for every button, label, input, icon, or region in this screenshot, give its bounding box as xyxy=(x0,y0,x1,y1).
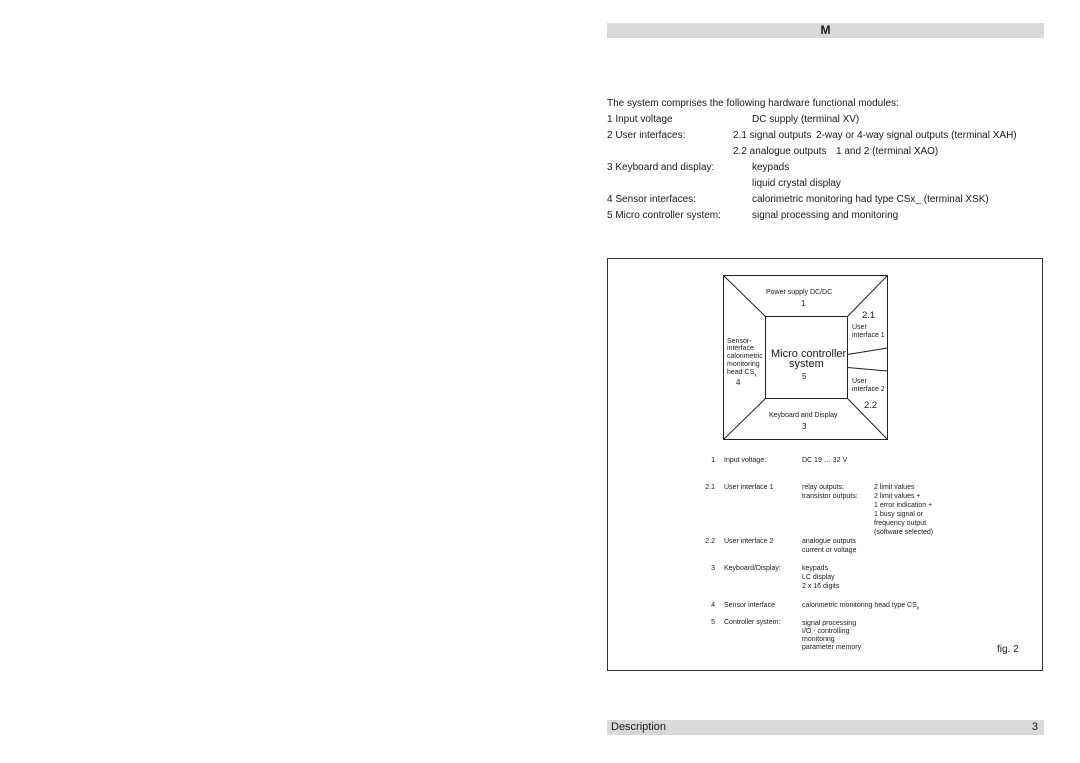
legend-5-label: Controller system: xyxy=(724,619,781,626)
user-interface-1-label-2: interface 1 xyxy=(852,332,885,339)
legend-2-1-line-6: (software selected) xyxy=(874,529,934,536)
micro-controller-label: Micro controller xyxy=(771,348,847,360)
legend-2-2-label: User interface 2 xyxy=(724,538,774,545)
user-interface-2-label: User xyxy=(852,378,867,385)
legend-3-number: 3 xyxy=(711,565,715,572)
user-interface-1-label: User xyxy=(852,324,867,331)
legend-3-line-2: LC display xyxy=(802,574,835,581)
legend-1-value: DC 19 … 32 V xyxy=(802,457,848,464)
section-letter: M xyxy=(820,23,831,37)
legend-1-label: Input voltage: xyxy=(724,457,767,464)
sensor-interface-label-2: interface xyxy=(727,345,754,352)
micro-controller-label-2: system xyxy=(789,358,824,370)
legend-2-1-line-5: frequency output xyxy=(874,520,927,527)
module-5-label: 5 Micro controller system: xyxy=(607,210,721,221)
legend-4-label: Sensor interface xyxy=(724,602,775,609)
module-2-2-sub: 2.2 analogue outputs xyxy=(733,146,827,157)
legend-2-1-line-4: 1 busy signal or xyxy=(874,511,924,518)
legend-5-number: 5 xyxy=(711,619,715,626)
module-4-label: 4 Sensor interfaces: xyxy=(607,194,696,205)
legend-3-line-1: keypads xyxy=(802,565,829,572)
divider-lower xyxy=(848,368,888,372)
power-supply-number: 1 xyxy=(801,299,806,308)
keyboard-display-number: 3 xyxy=(802,422,807,431)
legend-2-2-line-2: current or voltage xyxy=(802,547,857,554)
page-number: 3 xyxy=(1031,721,1038,733)
sensor-interface-label-4: monitoring xyxy=(727,361,760,368)
sensor-interface-number: 4 xyxy=(736,378,741,387)
module-1-value: DC supply (terminal XV) xyxy=(752,114,860,125)
header-bar xyxy=(607,23,1044,38)
legend-2-1-label: User interface 1 xyxy=(724,484,774,491)
legend-2-2-number: 2.2 xyxy=(705,538,715,545)
module-3-value: keypads xyxy=(752,162,790,173)
legend-3-label: Keyboard/Display: xyxy=(724,565,781,572)
footer-section-title: Description xyxy=(611,721,667,733)
module-2-2-value: 1 and 2 (terminal XAO) xyxy=(836,146,939,157)
module-5-value: signal processing and monitoring xyxy=(752,210,899,221)
legend-5-line-1: signal processing xyxy=(802,620,857,627)
legend-2-2-line-1: analogue outputs xyxy=(802,538,856,545)
keyboard-display-label: Keyboard and Display xyxy=(769,412,838,419)
sensor-interface-head-subscript: x xyxy=(754,372,757,379)
diagonal-top-left xyxy=(724,276,766,317)
figure-frame xyxy=(607,258,1043,671)
diagonal-bottom-left xyxy=(724,399,766,440)
module-2-1-value: 2-way or 4-way signal outputs (terminal XAH) xyxy=(816,130,1017,141)
legend-2-1-transistor-value: 2 limit values + xyxy=(874,493,921,500)
intro-text: The system comprises the following hardware functional modules: xyxy=(607,98,899,109)
module-2-label: 2 User interfaces: xyxy=(607,130,686,141)
legend-2-1-number: 2.1 xyxy=(705,484,715,491)
user-interface-2-label-2: interface 2 xyxy=(852,386,885,393)
legend-2-1-transistor: transistor outputs: xyxy=(802,493,858,500)
sensor-interface-head-type: head CS xyxy=(727,369,755,376)
micro-controller-number: 5 xyxy=(802,372,807,381)
sensor-interface-label-3: calorimetric xyxy=(727,353,763,360)
power-supply-label: Power supply DC/DC xyxy=(766,289,833,296)
legend-4-text: calorimetric monitoring head type CS xyxy=(802,602,917,609)
footer-bar xyxy=(607,720,1044,735)
sensor-interface-label-1: Sensor- xyxy=(727,338,752,345)
module-3-label: 3 Keyboard and display: xyxy=(607,162,715,173)
legend-3-line-3: 2 x 16 digits xyxy=(802,583,840,590)
legend-2-1-relay: relay outputs: xyxy=(802,484,845,491)
legend-4-subscript: x xyxy=(916,605,920,612)
legend-4-number: 4 xyxy=(711,602,715,609)
legend-2-1-relay-value: 2 limit values xyxy=(874,484,915,491)
sensor-interface-label-5 xyxy=(727,369,757,379)
module-4-value: calorimetric monitoring had type CSx_ (terminal XSK) xyxy=(752,194,989,205)
legend-5-line-4: parameter memory xyxy=(802,644,862,651)
module-2-1-sub: 2.1 signal outputs xyxy=(733,130,812,141)
user-interface-2-number: 2.2 xyxy=(864,400,878,411)
legend-4-line-1 xyxy=(802,602,919,613)
legend-5-line-2: I/O - controlling xyxy=(802,628,850,635)
legend-2-1-line-3: 1 error indication + xyxy=(874,502,933,509)
figure-caption: fig. 2 xyxy=(997,644,1019,655)
legend-1-number: 1 xyxy=(711,457,715,464)
user-interface-1-number: 2.1 xyxy=(862,310,876,321)
module-1-label: 1 Input voltage xyxy=(607,114,673,125)
divider-upper xyxy=(848,348,888,355)
module-3-value-2: liquid crystal display xyxy=(752,178,841,189)
legend-5-line-3: monitoring xyxy=(802,636,835,643)
